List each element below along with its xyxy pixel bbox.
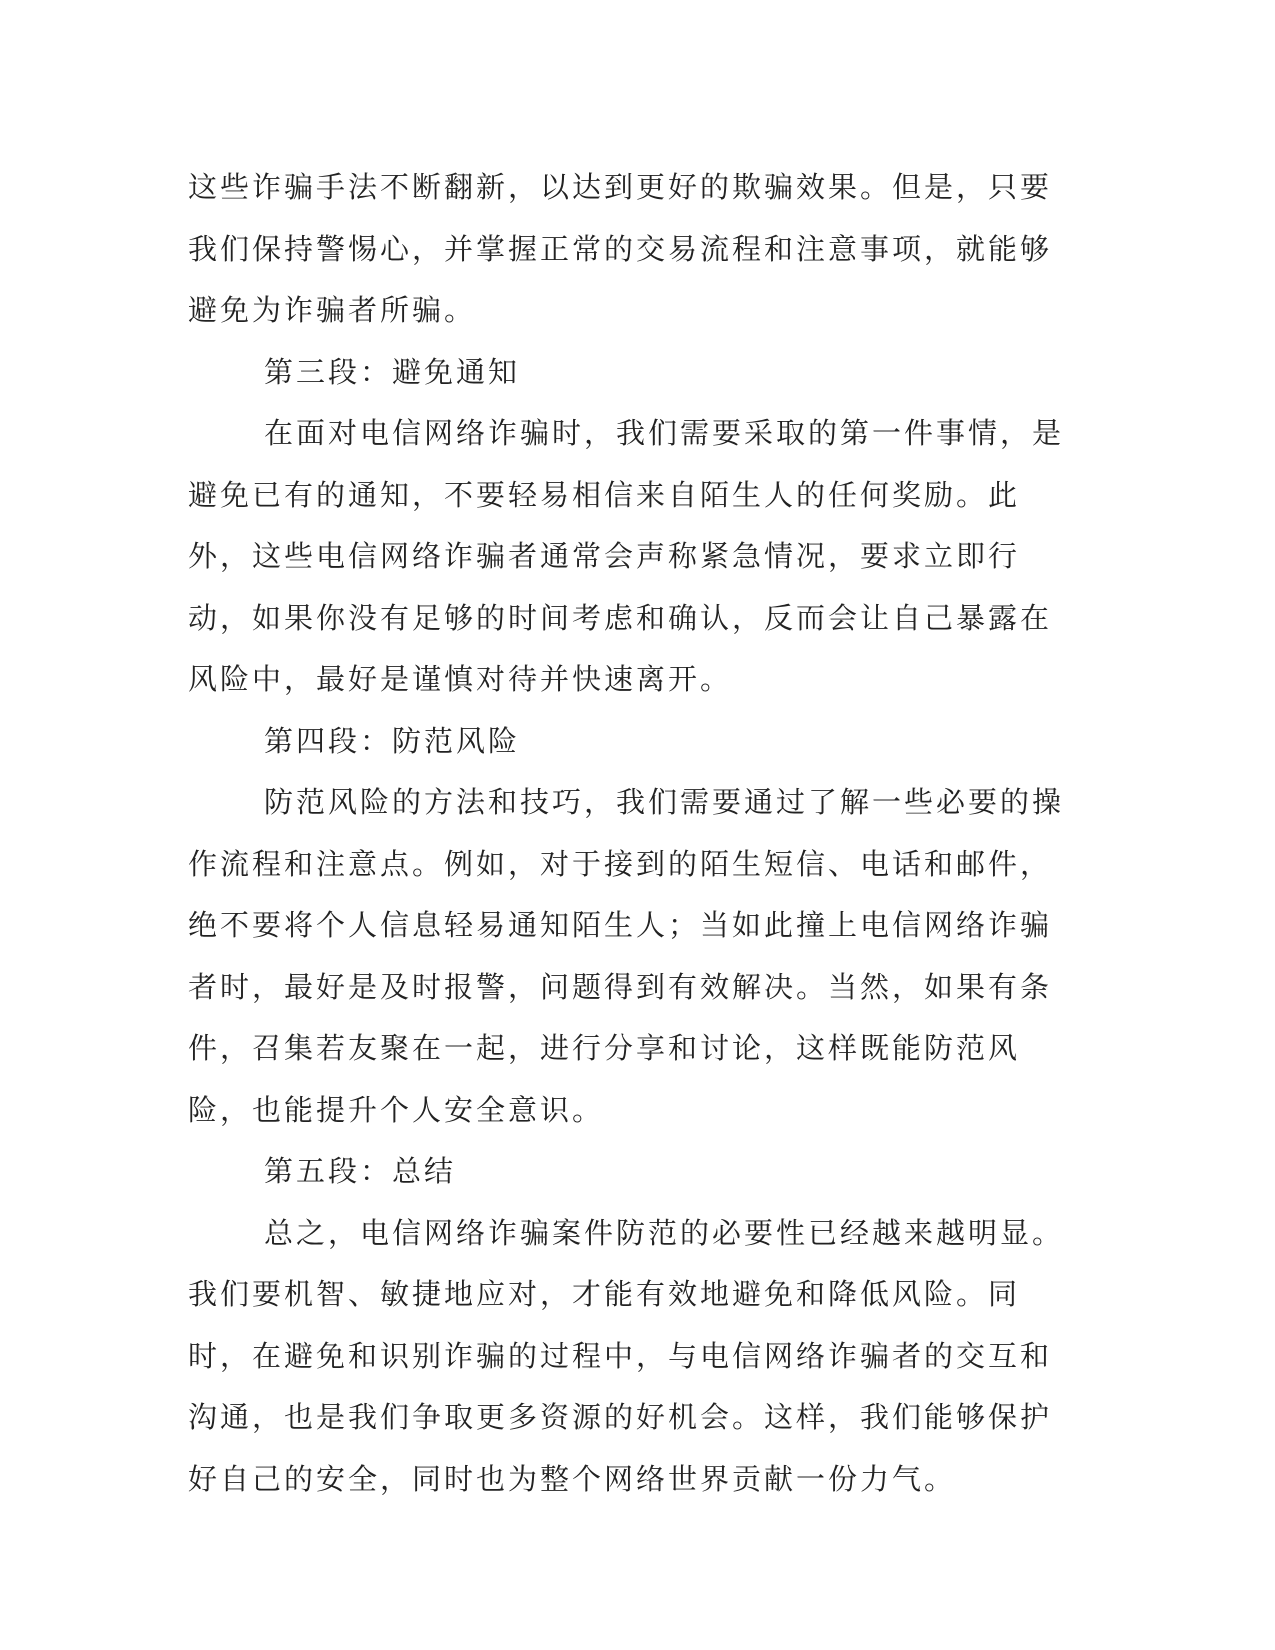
document-body bbox=[188, 157, 1078, 1510]
paragraph-intro-continuation: 这些诈骗手法不断翻新，以达到更好的欺骗效果。但是，只要我们保持警惕心，并掌握正常的交易流程和注意事项，就能够避免为诈骗者所骗。 bbox=[188, 170, 1053, 327]
section-heading-3: 第三段：避免通知 bbox=[264, 354, 521, 389]
paragraph-section-3: 在面对电信网络诈骗时，我们需要采取的第一件事情，是避免已有的通知，不要轻易相信来自陌生人的任何奖励。此外，这些电信网络诈骗者通常会声称紧急情况，要求立即行动，如果你没有足够的时间考虑和确认，反而会让自己暴露在风险中，最好是谨慎对待并快速离开。 bbox=[188, 416, 1065, 696]
paragraph-section-4: 防范风险的方法和技巧，我们需要通过了解一些必要的操作流程和注意点。例如，对于接到的陌生短信、电话和邮件，绝不要将个人信息轻易通知陌生人；当如此撞上电信网络诈骗者时，最好是及时报警，问题得到有效解决。当然，如果有条件，召集若友聚在一起，进行分享和讨论，这样既能防范风险，也能提升个人安全意识。 bbox=[188, 785, 1065, 1127]
section-heading-4: 第四段：防范风险 bbox=[264, 723, 521, 758]
section-heading-5: 第五段：总结 bbox=[264, 1154, 457, 1188]
paragraph-section-5: 总之，电信网络诈骗案件防范的必要性已经越来越明显。我们要机智、敏捷地应对，才能有效地避免和降低风险。同时，在避免和识别诈骗的过程中，与电信网络诈骗者的交互和沟通，也是我们争取更多资源的好机会。这样，我们能够保护好自己的安全，同时也为整个网络世界贡献一份力气。 bbox=[188, 1215, 1065, 1496]
